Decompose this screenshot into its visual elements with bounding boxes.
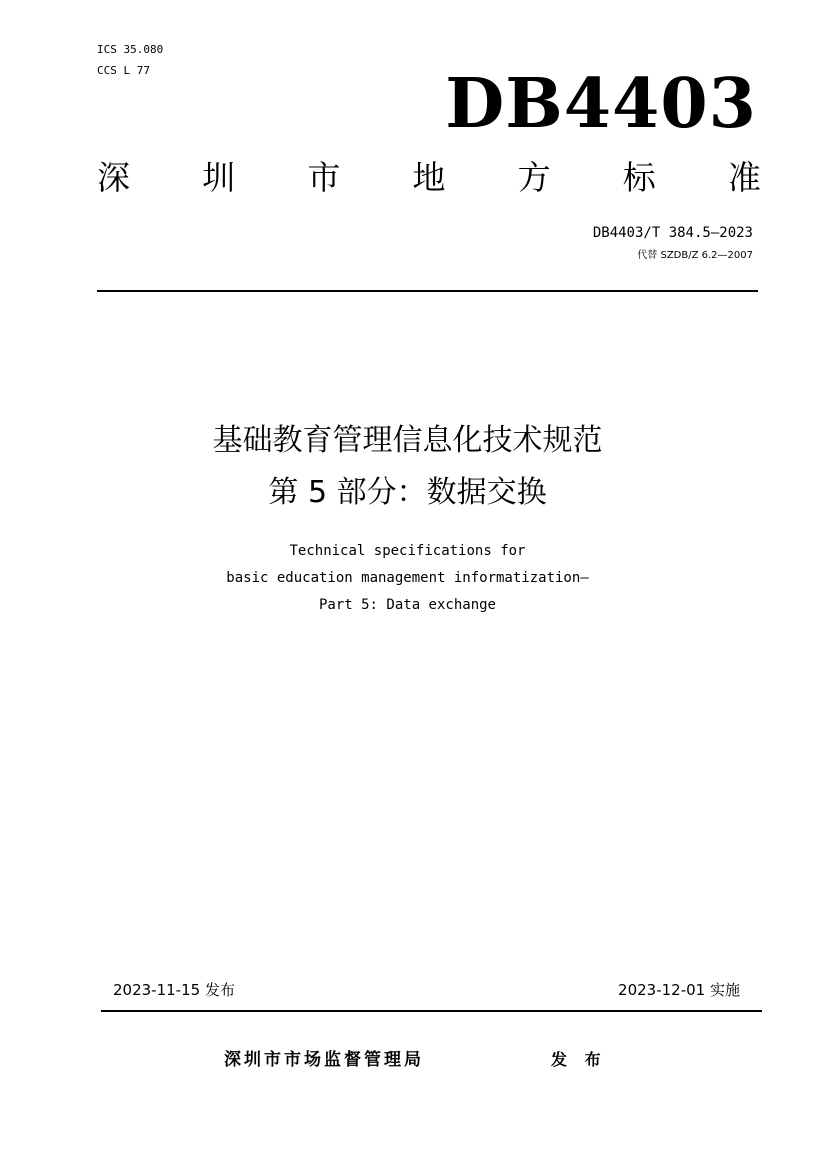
bottom-divider (101, 1010, 762, 1012)
db-code-logo: DB4403 (445, 64, 757, 144)
ccs-code: CCS L 77 (97, 64, 150, 77)
title-char: 圳 (202, 158, 236, 197)
title-char: 市 (307, 158, 341, 197)
publisher-name: 深圳市市场监督管理局 (224, 1050, 424, 1070)
publish-date: 2023-11-15 发布 (113, 981, 235, 999)
chinese-title-line-1: 基础教育管理信息化技术规范 (212, 423, 603, 458)
standard-number: DB4403/T 384.5—2023 (592, 225, 753, 241)
title-char: 深 (97, 158, 130, 197)
implement-date: 2023-12-01 实施 (618, 981, 740, 999)
title-char: 准 (727, 158, 761, 197)
replaces-standard: 代替 SZDB/Z 6.2—2007 (637, 250, 753, 261)
chinese-title-line-2: 第 5 部分：数据交换 (268, 475, 547, 510)
title-char: 方 (517, 158, 551, 197)
standard-type-title (97, 158, 761, 198)
english-title-line-3: Part 5: Data exchange (318, 597, 496, 613)
publish-action: 发 布 (551, 1050, 607, 1069)
english-title-line-1: Technical specifications for (289, 543, 526, 559)
top-divider (97, 290, 758, 292)
ics-code: ICS 35.080 (97, 43, 164, 56)
title-char: 标 (622, 158, 656, 197)
english-title-line-2: basic education management informatization— (226, 570, 589, 586)
title-char: 地 (412, 158, 446, 197)
